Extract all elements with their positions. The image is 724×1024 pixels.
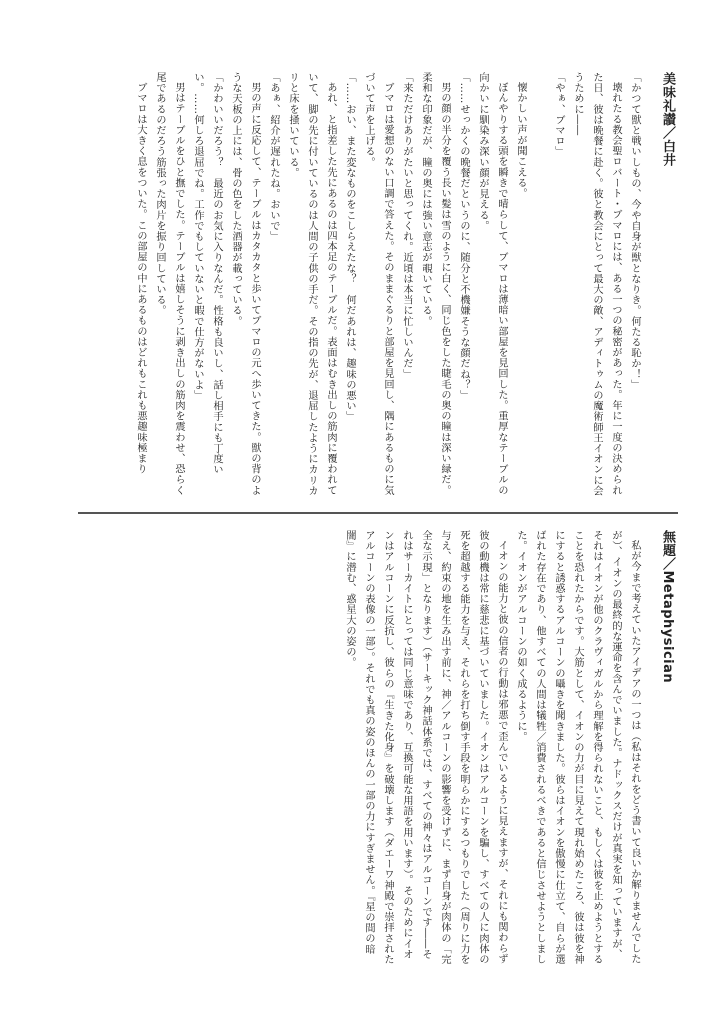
- paragraph: 男の声に反応して、テーブルはカタカタと歩いてブマロの元へ歩いてきた。獣の背のような天板の上には、骨の色をした酒器が載っている。: [230, 72, 260, 496]
- section-divider: [78, 512, 678, 514]
- paragraph: イオンの能力と彼の信者の行動は邪悪で歪んでいるように見えますが、それにも関わらず彼の動機は常に慈悲に基づいていました。イオンはアルコーンを騙し、すべての人に肉体の死を超越する能力を与え、それらを打ち倒す手段を明らかにするつもりでした（周りに力を与え、約束の地を生み出す前に、神／アルコーンの影響を受けずに、まず自身が肉体の「完全な示現」となります）（サーキック神話体系では、すべての神々はアルコーンです――それはサーカイトにとっては同じ意味であり、互換可能な用語を用います）。そのためにイオンはアルコーンに反抗し、彼らの『生きた化身』を破壊します（ダエーワ神殿で崇拝されたアルコーンの表像の一部）。それでも真の姿のほんの一部の力にすぎません。『星の間の暗闇』に潜む、惑星大の姿の。: [344, 530, 507, 965]
- paragraph: 男の顔の半分を覆う長い髪は雪のように白く、同じ色をした睫毛の奥の瞳は深い緑だ。柔和な印象だが、瞳の奥には強い意志が覗いている。: [420, 72, 450, 496]
- paragraph: ブマロは大きく息をついた。この部屋の中にあるものはどれもこれも悪趣味極まり: [135, 82, 146, 475]
- section-title: 美味礼讃／白井: [660, 72, 675, 167]
- paragraph: あれ、と指差した先にあるのは四本足のテーブルだ。表面はむき出しの筋肉に覆われていて、脚の先に付いているのは人間の子供の手だ。その指の先が、退屈したようにカリカリと床を掻いている。: [287, 72, 336, 496]
- dialogue-line: 「……おい、また変なものをこしらえたな？ 何だあれは、趣味の悪い」: [344, 72, 355, 422]
- essay-section-bimi-raisan: [78, 72, 676, 504]
- paragraph: 壊れたる教会聖ロバート・ブマロには、ある一つの秘密があった。年に一度の決められた日、彼は晩餐に赴く。彼と教会にとって最大の敵、アディトゥムの魔術師王イオンに会うために――: [572, 72, 621, 496]
- dialogue-line: 「やぁ、ブマロ」: [553, 72, 564, 157]
- section-title: 無題／Metaphysician: [660, 530, 675, 684]
- paragraph: ブマロは愛想のない口調で答えた。そのままぐるりと部屋を見回し、隅にあるものに気づいて声を上げる。: [363, 72, 393, 496]
- paragraph: 私が今まで考えていたアイデアの一つは（私はそれをどう書いて良いか解りませんでしたが）、イオンの最終的な運命を含んでいました。ナドックスだけが真実を知っていますが、それはイオンが他のクラヴィガルから理解を得られないこと、もしくは彼を止めようとすることを恐れたからです。大筋として、イオンの力が目に見えて現れ始めたころ、彼は彼を神にすると誘惑するアルコーンの囁きを聞きました。彼らはイオンを傲慢に仕立て、自らが選ばれた存在であり、他すべての人間は犠牲／消費されるべきであると信じさせようとしました。イオンがアルコーンの如く成るように。: [515, 530, 640, 965]
- paragraph: 男はテーブルをひと撫でした。テーブルは嬉しそうに剥き出しの筋肉を震わせ、恐らく尾であるのだろう筋張った肉片を振り回している。: [154, 72, 184, 496]
- dialogue-line: 「かわいいだろう？ 最近のお気に入りなんだ。性格も良いし、話し相手にも丁度いい。……何しろ退屈でね。工作でもしていないと暇で仕方がないよ」: [192, 72, 222, 475]
- paragraph: ぼんやりする頭を瞬きで晴らして、ブマロは薄暗い部屋を見回した。重厚なテーブルの向かいに馴染み深い顔が見える。: [477, 72, 507, 496]
- paragraph: 懐かしい声が聞こえる。: [515, 82, 526, 199]
- dialogue-line: 「あぁ、紹介が遅れたね。おいで」: [268, 72, 279, 242]
- essay-section-metaphysician: [252, 530, 676, 970]
- epigraph: 「かつて獣と戦いしもの、今や自身が獣となりき。何たる恥か！」: [629, 72, 640, 390]
- dialogue-line: 「来ただけありがたいと思ってくれ。近頃は本当に忙しいんだ」: [401, 72, 412, 380]
- dialogue-line: 「……せっかくの晩餐だというのに、随分と不機嫌そうな顔だね？」: [458, 72, 469, 401]
